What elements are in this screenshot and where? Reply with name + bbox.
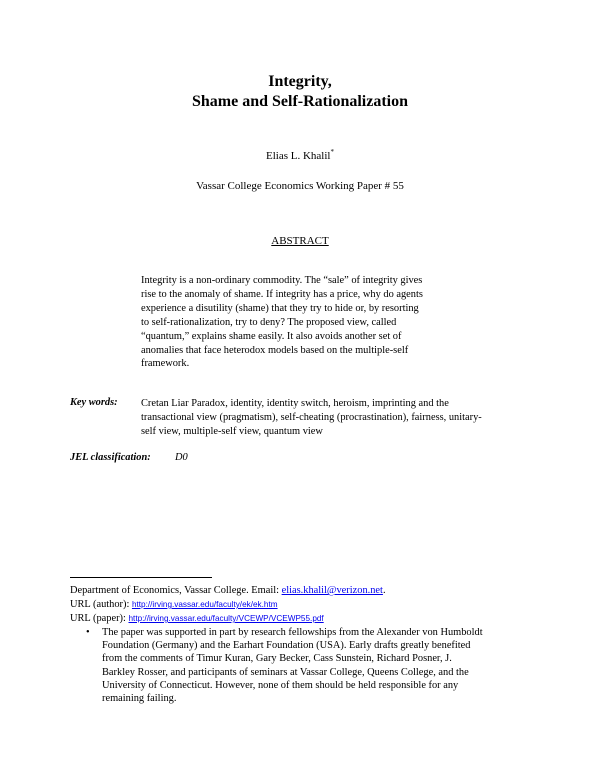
acknowledgement-line: from the comments of Timur Kuran, Gary Becker, Cass Sunstein, Richard Posner, J.: [102, 653, 452, 665]
email-link[interactable]: elias.khalil@verizon.net: [281, 585, 383, 596]
footnote-rule: [70, 577, 212, 578]
department-suffix: .: [382, 585, 386, 596]
abstract-line: Integrity is a non-ordinary commodity. The “sale” of integrity gives: [141, 275, 423, 286]
keywords-label: Key words:: [70, 397, 118, 408]
affiliation: Vassar College Economics Working Paper # 55: [196, 180, 404, 192]
abstract-line: to self-rationalization, try to deny? The proposed view, called: [141, 316, 397, 328]
keywords-line: Cretan Liar Paradox, identity, identity switch, heroism, imprinting and the: [141, 398, 449, 409]
abstract-line: experience a disutility (shame) that they try to hide or, by resorting: [141, 302, 419, 314]
abstract-line: rise to the anomaly of shame. If integrity has a price, why do agents: [141, 288, 423, 300]
footnote-department: [70, 584, 386, 597]
abstract-body: [141, 274, 476, 371]
department-text: Department of Economics, Vassar College. Email:: [70, 585, 282, 596]
url-paper-link[interactable]: http://irving.vassar.edu/faculty/VCEWP/VCEWP55.pdf: [128, 614, 324, 623]
keywords-line: transactional view (pragmatism), self-cheating (procrastination), fairness, unitary-: [141, 411, 482, 423]
url-paper-label: URL (paper):: [70, 613, 129, 624]
acknowledgement-line: The paper was supported in part by research fellowships from the Alexander von Humboldt: [102, 627, 483, 638]
acknowledgement-text: [102, 626, 534, 705]
footnote-url-author: [70, 598, 278, 611]
abstract-line: “quantum,” explains shame easily. It also avoids another set of: [141, 330, 402, 342]
keywords-line: self view, multiple-self view, quantum view: [141, 425, 323, 437]
abstract-heading: ABSTRACT: [271, 235, 329, 247]
keywords-text: [141, 397, 541, 439]
jel-label: JEL classification:: [70, 452, 151, 463]
abstract-line: anomalies that face heterodox models based on the multiple-self: [141, 344, 409, 356]
url-author-label: URL (author):: [70, 599, 132, 610]
jel-value: D0: [175, 452, 188, 463]
paper-title-line-2: Shame and Self-Rationalization: [191, 93, 408, 110]
footnote-url-paper: [70, 612, 324, 625]
bullet-icon: •: [86, 627, 90, 638]
acknowledgement-line: remaining failing.: [102, 693, 177, 705]
acknowledgement-line: Barkley Rosser, and participants of seminars at Vassar College, Queens College, and the: [102, 666, 469, 678]
acknowledgement-line: University of Connecticut. However, none of them should be held responsible for any: [102, 679, 459, 691]
author-line: [0, 150, 600, 162]
url-author-link[interactable]: http://irving.vassar.edu/faculty/ek/ek.htm: [131, 600, 278, 609]
author-name: Elias L. Khalil: [266, 150, 331, 162]
paper-title-line-1: Integrity,: [268, 73, 332, 90]
author-footnote-mark: *: [330, 148, 334, 156]
acknowledgement-line: Foundation (Germany) and the Earhart Foundation (USA). Early drafts greatly benefited: [102, 640, 471, 652]
abstract-line: framework.: [141, 358, 190, 370]
